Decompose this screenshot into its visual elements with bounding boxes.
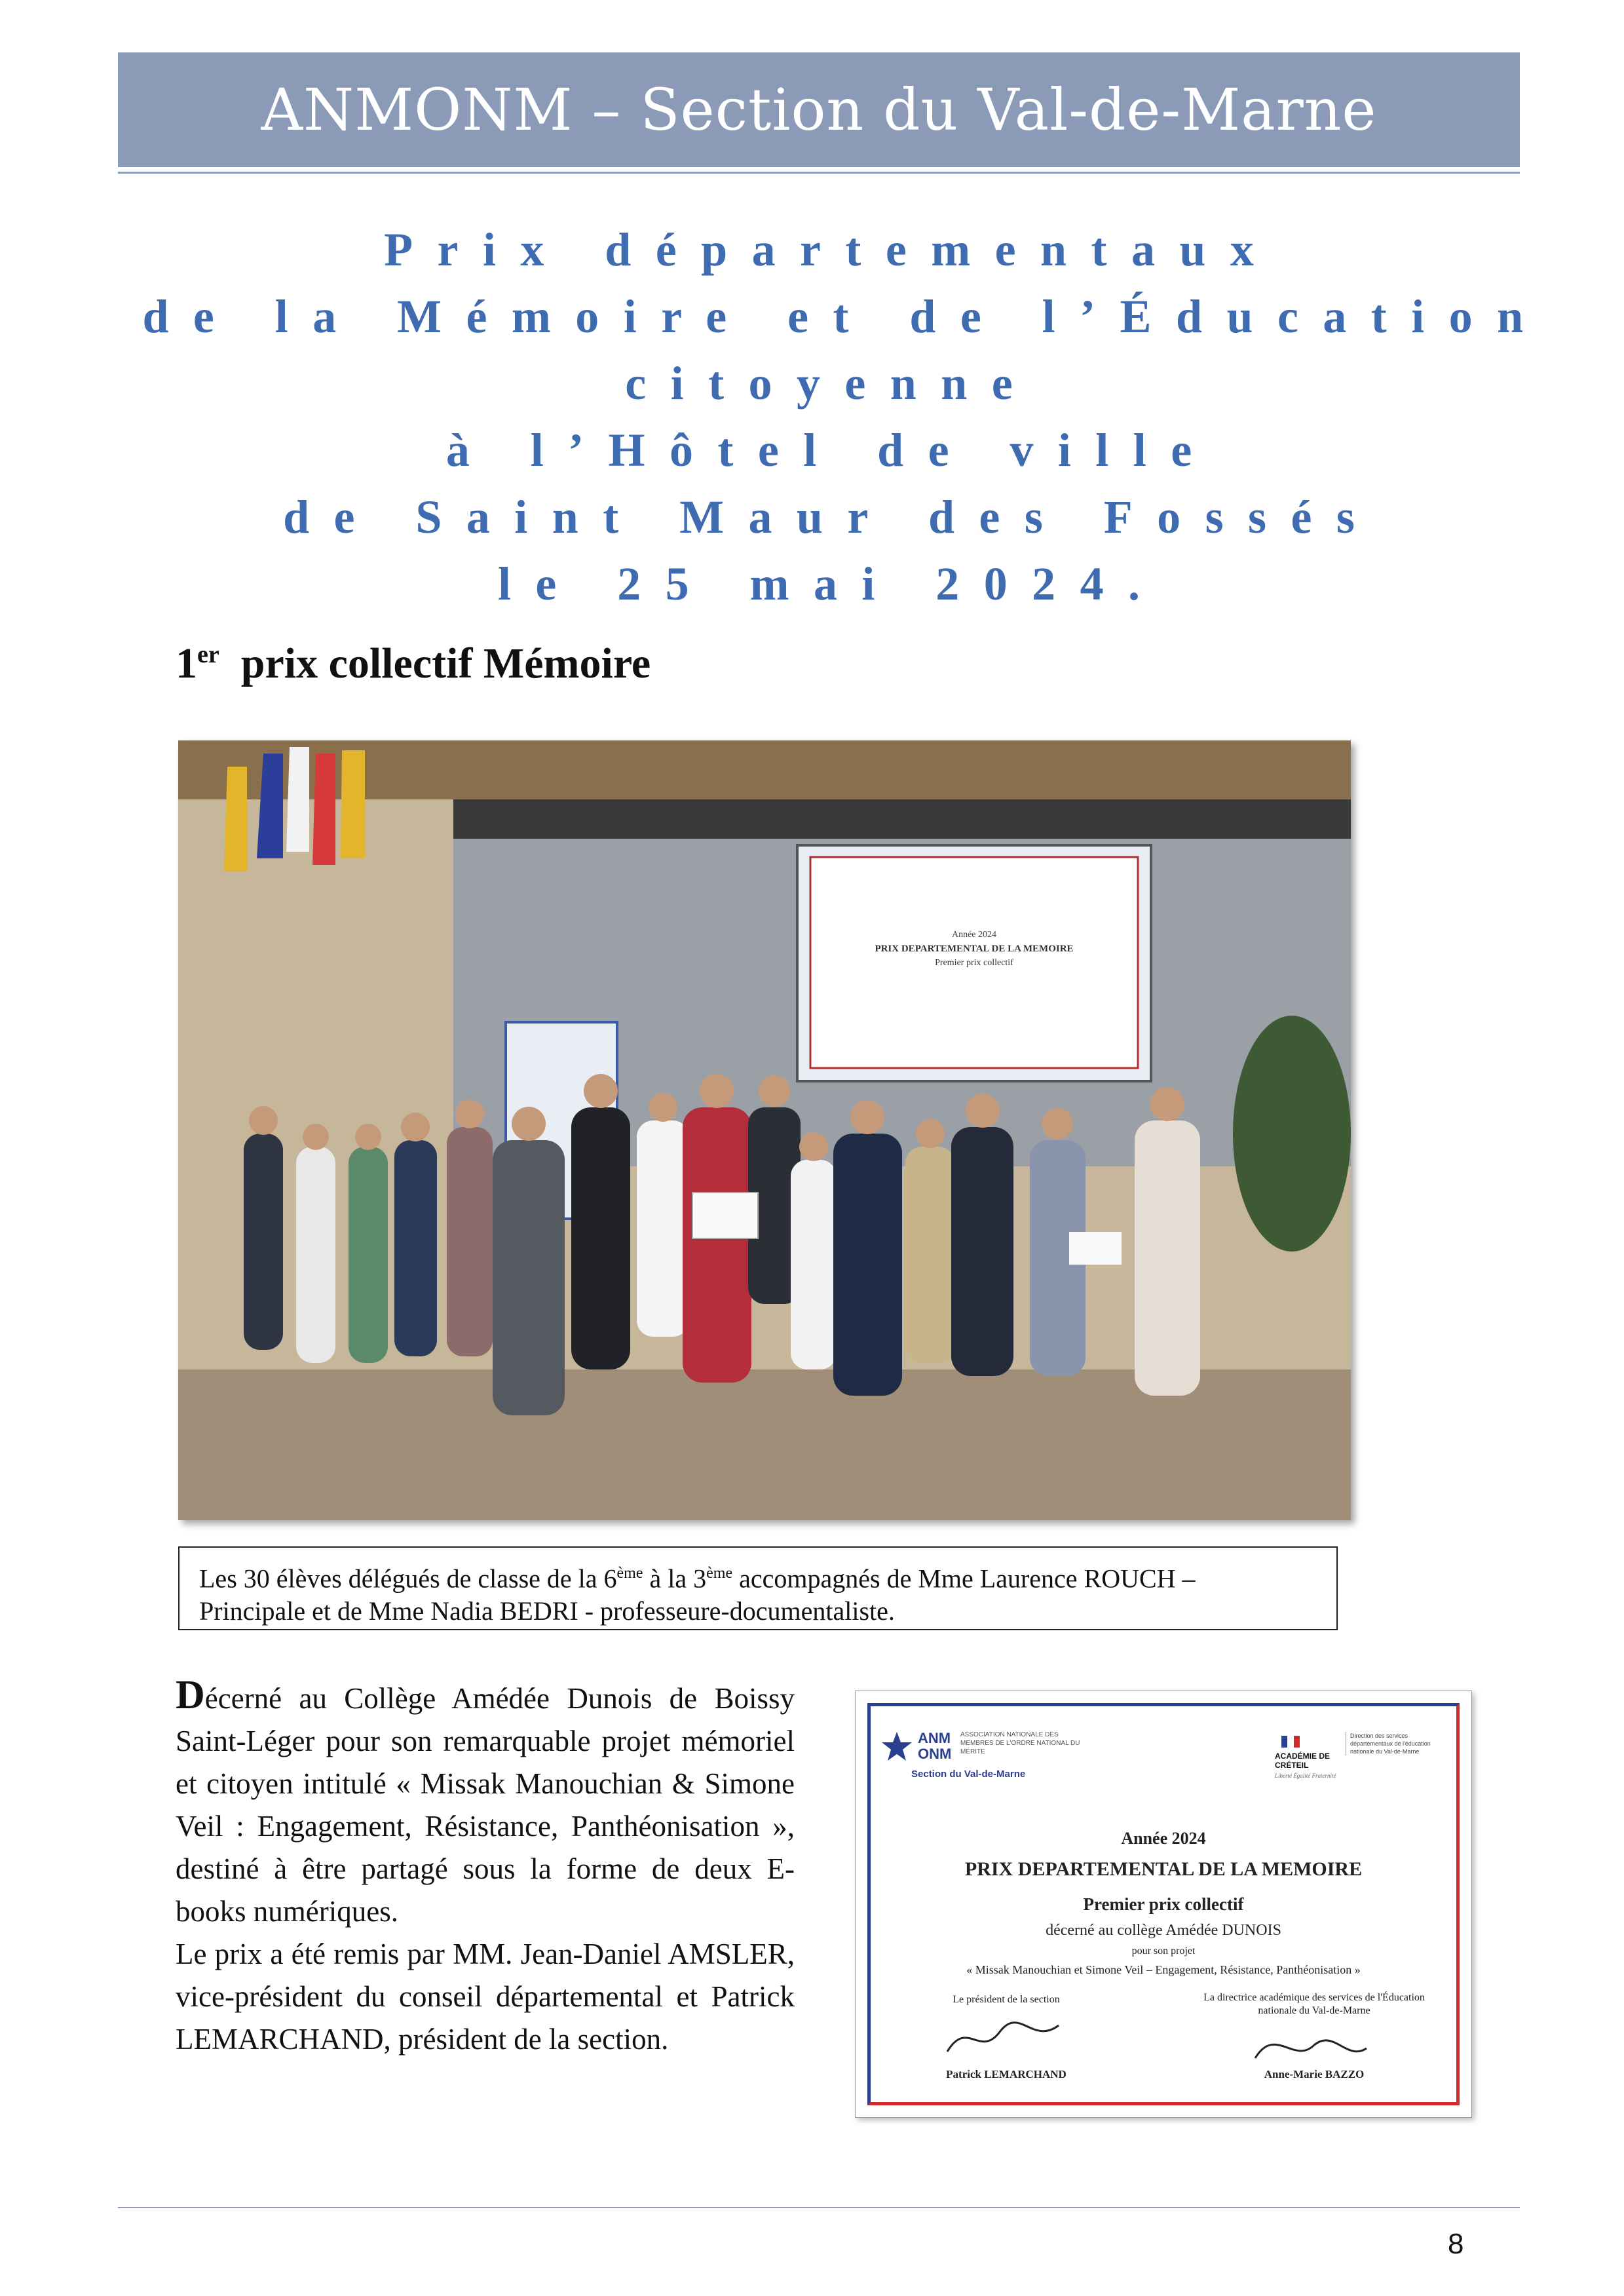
direction-name: Direction des services départementaux de l'éducation nationale du Val-de-Marne bbox=[1346, 1732, 1448, 1755]
caption-sup: ème bbox=[706, 1565, 733, 1582]
left-signatory-role: Le président de la section bbox=[953, 1994, 1060, 2005]
header-banner bbox=[118, 52, 1520, 167]
heading-text: prix collectif Mémoire bbox=[240, 640, 651, 687]
certificate-awarded-to: décerné au collège Amédée DUNOIS bbox=[1046, 1922, 1281, 1939]
academy-motto: Liberté Égalité Fraternité bbox=[1275, 1772, 1336, 1779]
caption-sup: ème bbox=[616, 1565, 643, 1582]
paragraph-1-text: écerné au Collège Amédée Dunois de Boissy Saint-Léger pour son remarquable projet mémoriel et citoyen intitulé « Missak Manouchian & Simone Veil : Engagement, Résistance, Panthéonisation », destiné à être partagé sous la forme de deux E-books numériques. bbox=[176, 1682, 795, 1928]
title-line: de la Mémoire et de l’Éducation bbox=[142, 290, 1548, 343]
page-title bbox=[118, 216, 1548, 617]
title-line: Prix départementaux bbox=[384, 223, 1279, 276]
ceremony-photo bbox=[178, 740, 1351, 1520]
right-signatory-role: La directrice académique des services de l'Éducation nationale du Val-de-Marne bbox=[1203, 1992, 1425, 2016]
page-number: 8 bbox=[1448, 2228, 1464, 2260]
section-name: Section du Val-de-Marne bbox=[911, 1769, 1026, 1780]
ceremony-photo-drawing bbox=[178, 740, 1351, 1520]
certificate-prize-title: PRIX DEPARTEMENTAL DE LA MEMOIRE bbox=[964, 1858, 1363, 1880]
left-signature bbox=[934, 2012, 1078, 2065]
paragraph: Le prix a été remis par MM. Jean-Daniel AMSLER, vice-président du conseil départemental et Patrick LEMARCHAND, président de la section. bbox=[176, 1938, 795, 2056]
right-signature bbox=[1236, 2022, 1380, 2071]
title-line: de Saint Maur des Fossés bbox=[283, 491, 1380, 543]
tricolor-icon bbox=[1281, 1736, 1300, 1748]
caption-line-1 bbox=[199, 1557, 1336, 1595]
title-line: à l’Hôtel de ville bbox=[445, 424, 1217, 476]
paragraph bbox=[176, 1674, 795, 1933]
title-line: le 25 mai 2024. bbox=[497, 558, 1165, 610]
association-name: ASSOCIATION NATIONALE DES MEMBRES DE L'ORDRE NATIONAL DU MÉRITE bbox=[960, 1731, 1080, 1755]
certificate-year: Année 2024 bbox=[1121, 1829, 1206, 1848]
logo-text: ANM ONM bbox=[918, 1730, 952, 1762]
screen-subtitle: Premier prix collectif bbox=[935, 958, 1013, 968]
header-title: ANMONM – Section du Val-de-Marne bbox=[261, 76, 1377, 144]
title-line: citoyenne bbox=[625, 357, 1038, 410]
academy-name: ACADÉMIE DE CRÉTEIL bbox=[1275, 1751, 1331, 1770]
certificate-prize-type: Premier prix collectif bbox=[1083, 1894, 1244, 1914]
screen-year: Année 2024 bbox=[951, 930, 997, 940]
photo-caption bbox=[178, 1546, 1338, 1630]
heading-ordinal: 1 bbox=[176, 640, 197, 687]
certificate-image bbox=[855, 1691, 1472, 2118]
caption-text: accompagnés de Mme Laurence ROUCH – bbox=[732, 1563, 1196, 1594]
certificate-project: « Missak Manouchian et Simone Veil – Engagement, Résistance, Panthéonisation » bbox=[966, 1963, 1361, 1976]
caption-text: à la 3 bbox=[643, 1563, 707, 1594]
right-signatory-name: Anne-Marie BAZZO bbox=[1264, 2068, 1365, 2080]
star-icon bbox=[880, 1731, 913, 1763]
footer-rule bbox=[118, 2207, 1520, 2208]
heading-ordinal-suffix: er bbox=[197, 641, 219, 668]
section-heading bbox=[176, 639, 651, 689]
drop-cap: D bbox=[176, 1673, 205, 1717]
article-body bbox=[176, 1674, 795, 2061]
header-rule bbox=[118, 172, 1520, 174]
screen-title: PRIX DEPARTEMENTAL DE LA MEMOIRE bbox=[875, 944, 1074, 954]
left-signatory-name: Patrick LEMARCHAND bbox=[946, 2068, 1067, 2080]
certificate-for-project: pour son projet bbox=[1131, 1945, 1196, 1957]
caption-text: Les 30 élèves délégués de classe de la 6 bbox=[199, 1563, 617, 1594]
caption-line-2: Principale et de Mme Nadia BEDRI - professeure-documentaliste. bbox=[199, 1596, 895, 1626]
